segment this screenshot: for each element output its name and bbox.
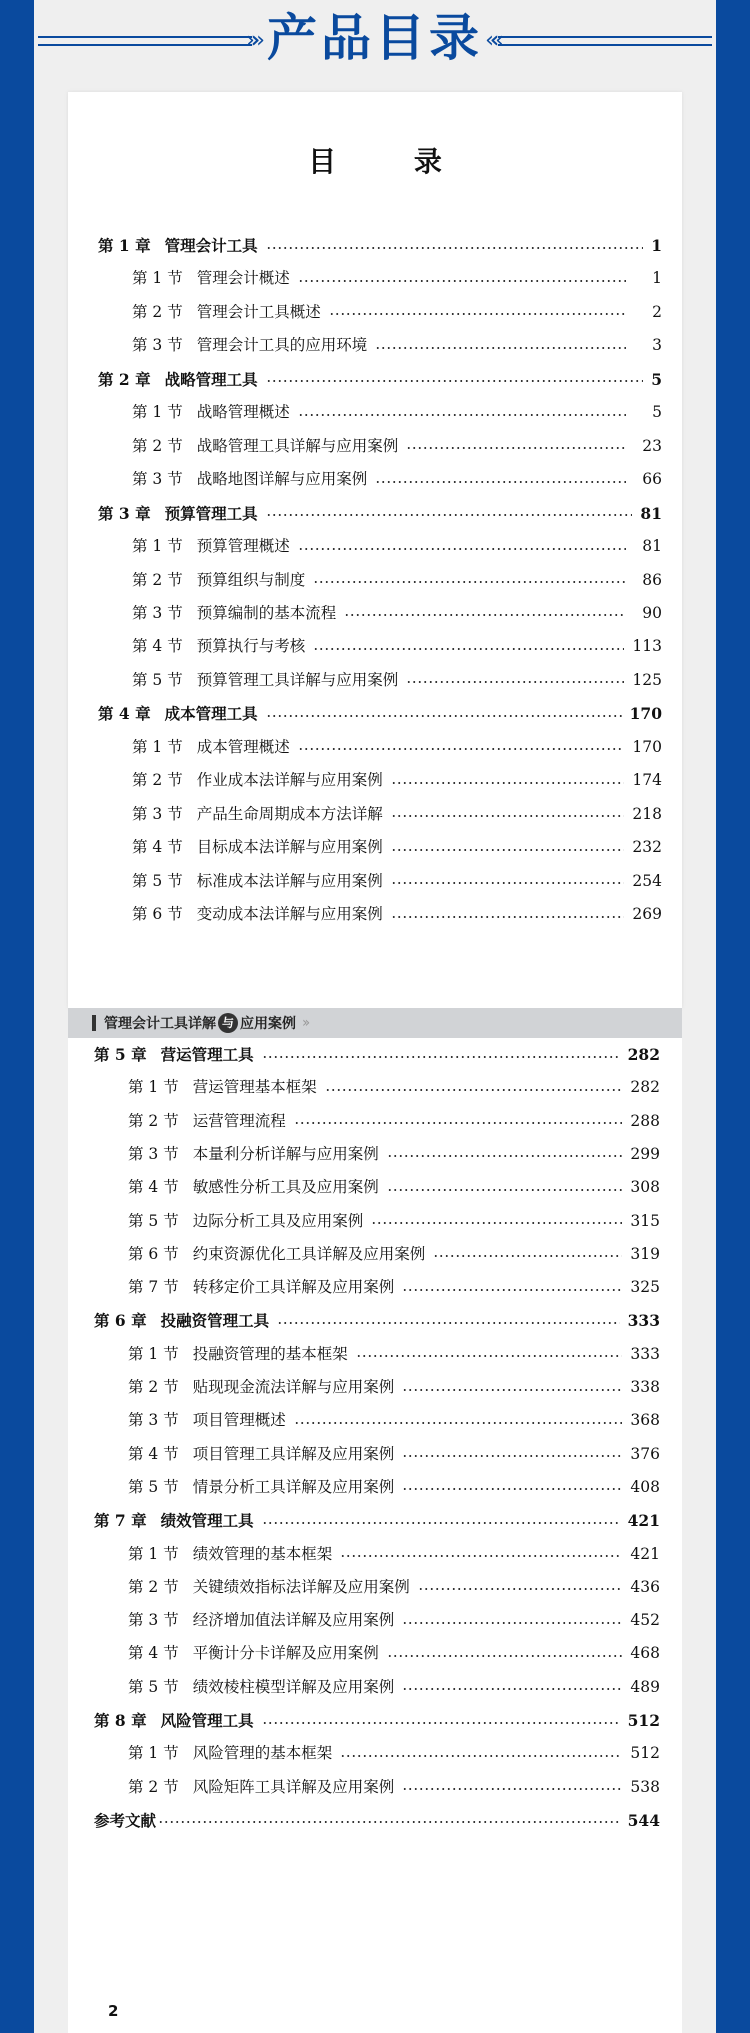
- toc-section-row: [128, 1604, 660, 1637]
- toc-dot-leader: [402, 1289, 622, 1291]
- toc-entry-number: 第 1 章: [98, 236, 151, 255]
- toc-page-number: 218: [632, 804, 662, 823]
- toc-entry-title: 成本管理概述: [196, 737, 290, 756]
- toc-entry-title: 预算组织与制度: [196, 570, 306, 589]
- toc-page-number: 315: [630, 1211, 660, 1230]
- toc-page-number: 125: [632, 670, 662, 689]
- toc-section-row: [128, 1105, 660, 1138]
- toc-section-row: [128, 1637, 660, 1670]
- toc-entry-title: 项目管理概述: [192, 1411, 286, 1430]
- toc-entry-title: 管理会计工具: [164, 236, 258, 255]
- toc-entry-title: 产品生命周期成本方法详解: [196, 804, 383, 823]
- toc-entry-title: 战略管理工具详解与应用案例: [196, 436, 399, 455]
- toc-page-number: 489: [630, 1677, 660, 1696]
- toc-entry-number: 第 1 节: [132, 403, 183, 422]
- toc-entry-number: 第 1 节: [128, 1744, 179, 1763]
- toc-entry-title: 关键绩效指标法详解及应用案例: [192, 1577, 410, 1596]
- toc-section-row: [132, 530, 662, 563]
- toc-chapter-row: [98, 497, 662, 530]
- toc-section-row: [132, 262, 662, 295]
- toc-dot-leader: [294, 1422, 623, 1424]
- toc-dot-leader: [391, 849, 625, 851]
- toc-section-row: [128, 1271, 660, 1304]
- toc-section-row: [128, 1071, 660, 1104]
- page-number: 2: [108, 2002, 119, 2020]
- toc-section-row: [128, 1205, 660, 1238]
- toc-page-1: [68, 92, 682, 1008]
- toc-chapter-row: [98, 229, 662, 262]
- toc-page-number: 113: [632, 637, 662, 656]
- toc-chapter-row: [94, 1804, 660, 1837]
- toc-entry-title: 风险矩阵工具详解及应用案例: [192, 1777, 395, 1796]
- toc-entry-title: 敏感性分析工具及应用案例: [192, 1178, 379, 1197]
- toc-heading: 目 录: [308, 145, 476, 178]
- toc-entry-number: 第 3 节: [132, 804, 183, 823]
- toc-entry-title: 投融资管理的基本框架: [192, 1344, 348, 1363]
- toc-page-number: 544: [627, 1810, 660, 1830]
- toc-entry-number: 第 4 节: [128, 1644, 179, 1663]
- toc-section-row: [132, 296, 662, 329]
- toc-page-number: 81: [642, 537, 662, 556]
- toc-entry-number: 参考文献: [94, 1810, 157, 1830]
- toc-entry-number: 第 2 节: [128, 1577, 179, 1596]
- toc-dot-leader: [262, 1722, 620, 1724]
- toc-dot-leader: [387, 1189, 623, 1191]
- toc-page-number: 538: [630, 1777, 660, 1796]
- toc-section-row: [128, 1338, 660, 1371]
- toc-entry-number: 第 5 节: [128, 1477, 179, 1496]
- toc-dot-leader: [402, 1688, 622, 1690]
- toc-dot-leader: [325, 1089, 623, 1091]
- toc-dot-leader: [313, 648, 624, 650]
- toc-entry-number: 第 3 节: [132, 470, 183, 489]
- toc-page-number: 269: [632, 905, 662, 923]
- toc-page-number: 232: [632, 838, 662, 857]
- toc-page-number: 325: [630, 1278, 660, 1297]
- toc-entry-number: 第 2 节: [132, 771, 183, 790]
- toc-section-row: [128, 1238, 660, 1271]
- toc-entry-number: 第 7 节: [128, 1278, 179, 1297]
- toc-page-number: 86: [642, 570, 662, 589]
- running-header: [68, 1008, 682, 1038]
- toc-entry-title: 预算管理工具详解与应用案例: [196, 670, 399, 689]
- toc-page-2: [68, 1008, 682, 2033]
- banner-arrow-right-icon: »»: [246, 28, 257, 53]
- chevron-right-icon: ››: [302, 1015, 308, 1031]
- toc-page-number: 90: [642, 603, 662, 622]
- toc-entry-number: 第 2 节: [128, 1378, 179, 1396]
- toc-entry-title: 管理会计工具的应用环境: [196, 336, 368, 355]
- toc-page-number: 1: [652, 269, 662, 288]
- toc-dot-leader: [266, 514, 633, 516]
- toc-page-number: 338: [630, 1378, 660, 1396]
- toc-section-row: [132, 630, 662, 663]
- toc-dot-leader: [262, 1522, 620, 1524]
- toc-entry-number: 第 8 章: [94, 1711, 147, 1730]
- toc-page-number: 452: [630, 1611, 660, 1630]
- toc-entry-title: 管理会计工具概述: [196, 302, 321, 321]
- toc-entry-number: 第 6 章: [94, 1311, 147, 1331]
- toc-section-row: [128, 1671, 660, 1704]
- toc-section-row: [128, 1571, 660, 1604]
- banner-title: 产品目录: [267, 9, 483, 67]
- toc-entry-number: 第 2 章: [98, 369, 151, 389]
- toc-dot-leader: [277, 1322, 620, 1324]
- toc-entry-title: 边际分析工具及应用案例: [192, 1211, 364, 1230]
- toc-page-number: 376: [630, 1444, 660, 1463]
- toc-entry-title: 变动成本法详解与应用案例: [196, 905, 383, 923]
- toc-page-number: 512: [627, 1711, 660, 1730]
- toc-page-number: 512: [630, 1744, 660, 1763]
- toc-page-number: 288: [630, 1111, 660, 1130]
- toc-page-number: 174: [632, 771, 662, 790]
- toc-section-row: [128, 1404, 660, 1437]
- toc-entry-title: 预算执行与考核: [196, 637, 306, 656]
- toc-page-number: 333: [627, 1311, 660, 1331]
- toc-section-row: [128, 1138, 660, 1171]
- toc-dot-leader: [375, 347, 626, 349]
- toc-entry-number: 第 1 节: [128, 1078, 179, 1097]
- running-header-circle: 与: [218, 1013, 238, 1033]
- toc-entry-number: 第 7 章: [94, 1511, 147, 1531]
- toc-dot-leader: [391, 882, 625, 884]
- toc-dot-leader: [313, 581, 626, 583]
- toc-chapter-row: [98, 697, 662, 730]
- toc-section-row: [132, 865, 662, 898]
- toc-dot-leader: [402, 1788, 622, 1790]
- toc-entry-number: 第 5 节: [132, 670, 183, 689]
- toc-entry-title: 作业成本法详解与应用案例: [196, 771, 383, 790]
- toc-page-number: 3: [652, 336, 662, 355]
- toc-page-number: 282: [630, 1078, 660, 1097]
- toc-entry-number: 第 2 节: [132, 436, 183, 455]
- toc-entry-title: 绩效管理的基本框架: [192, 1544, 333, 1563]
- toc-section-row: [132, 329, 662, 362]
- toc-section-row: [132, 764, 662, 797]
- toc-section-row: [128, 1737, 660, 1770]
- toc-entry-number: 第 6 节: [132, 905, 183, 923]
- toc-page-number: 170: [629, 704, 662, 724]
- toc-entry-title: 风险管理工具: [160, 1711, 254, 1730]
- toc-page-number: 81: [640, 503, 662, 523]
- toc-page-number: 2: [652, 302, 662, 321]
- toc-entry-number: 第 5 章: [94, 1045, 147, 1064]
- toc-entry-title: 绩效管理工具: [160, 1511, 254, 1531]
- toc-entry-title: 平衡计分卡详解及应用案例: [192, 1644, 379, 1663]
- toc-section-row: [132, 898, 662, 931]
- toc-page-number: 319: [630, 1244, 660, 1263]
- toc-entry-number: 第 5 节: [128, 1677, 179, 1696]
- toc-entry-title: 战略地图详解与应用案例: [196, 470, 368, 489]
- toc-dot-leader: [356, 1355, 623, 1357]
- toc-entry-number: 第 2 节: [132, 570, 183, 589]
- toc-page-number: 468: [630, 1644, 660, 1663]
- toc-section-row: [128, 1438, 660, 1471]
- toc-section-row: [128, 1471, 660, 1504]
- toc-entry-title: 营运管理工具: [160, 1045, 254, 1064]
- toc-entry-number: 第 4 节: [132, 838, 183, 857]
- toc-entry-number: 第 1 节: [132, 737, 183, 756]
- toc-section-row: [132, 798, 662, 831]
- toc-entry-number: 第 5 节: [132, 871, 183, 890]
- toc-entry-number: 第 1 节: [128, 1344, 179, 1363]
- toc-chapter-row: [94, 1304, 660, 1337]
- toc-section-row: [128, 1371, 660, 1404]
- toc-dot-leader: [406, 681, 624, 683]
- toc-chapter-row: [94, 1504, 660, 1537]
- toc-entry-title: 风险管理的基本框架: [192, 1744, 333, 1763]
- toc-entry-title: 情景分析工具详解及应用案例: [192, 1477, 395, 1496]
- toc-dot-leader: [158, 1821, 620, 1823]
- toc-entry-number: 第 4 节: [128, 1444, 179, 1463]
- toc-chapter-row: [94, 1704, 660, 1737]
- toc-section-row: [132, 731, 662, 764]
- toc-entry-title: 预算管理概述: [196, 537, 290, 556]
- toc-section-row: [132, 430, 662, 463]
- toc-page-number: 421: [627, 1511, 660, 1531]
- toc-section-row: [132, 597, 662, 630]
- toc-section-row: [128, 1771, 660, 1804]
- toc-dot-leader: [391, 782, 625, 784]
- toc-entry-title: 项目管理工具详解及应用案例: [192, 1444, 395, 1463]
- toc-dot-leader: [402, 1389, 622, 1391]
- catalog-banner: [34, 0, 716, 82]
- toc-page-number: 308: [630, 1178, 660, 1197]
- toc-dot-leader: [340, 1555, 622, 1557]
- toc-entry-number: 第 1 节: [128, 1544, 179, 1563]
- toc-entry-number: 第 4 章: [98, 704, 151, 724]
- toc-entry-number: 第 5 节: [128, 1211, 179, 1230]
- toc-entry-number: 第 4 节: [132, 637, 183, 656]
- toc-entry-title: 目标成本法详解与应用案例: [196, 838, 383, 857]
- toc-entry-number: 第 2 节: [128, 1111, 179, 1130]
- toc-entry-number: 第 3 节: [128, 1144, 179, 1163]
- toc-entry-number: 第 2 节: [128, 1777, 179, 1796]
- toc-dot-leader: [387, 1155, 623, 1157]
- toc-dot-leader: [402, 1488, 622, 1490]
- toc-entry-number: 第 3 章: [98, 503, 151, 523]
- toc-page-number: 66: [642, 470, 662, 489]
- toc-chapter-row: [94, 1038, 660, 1071]
- toc-section-row: [132, 831, 662, 864]
- running-header-bar: [92, 1015, 96, 1031]
- toc-page-number: 408: [630, 1477, 660, 1496]
- toc-section-row: [132, 463, 662, 496]
- toc-entry-title: 战略管理概述: [196, 403, 290, 422]
- toc-dot-leader: [375, 481, 626, 483]
- toc-section-row: [128, 1171, 660, 1204]
- toc-dot-leader: [266, 380, 644, 382]
- toc-page-number: 368: [630, 1411, 660, 1430]
- toc-dot-leader: [391, 815, 625, 817]
- toc-entry-title: 转移定价工具详解及应用案例: [192, 1278, 395, 1297]
- toc-entry-number: 第 2 节: [132, 302, 183, 321]
- toc-section-row: [132, 664, 662, 697]
- toc-entry-number: 第 3 节: [128, 1611, 179, 1630]
- toc-dot-leader: [340, 1755, 622, 1757]
- toc-entry-title: 标准成本法详解与应用案例: [196, 871, 383, 890]
- toc-entry-number: 第 3 节: [128, 1411, 179, 1430]
- toc-entry-title: 预算管理工具: [164, 503, 258, 523]
- toc-dot-leader: [344, 614, 626, 616]
- toc-section-row: [128, 1538, 660, 1571]
- toc-entry-title: 约束资源优化工具详解及应用案例: [192, 1244, 426, 1263]
- toc-page-number: 170: [632, 737, 662, 756]
- toc-dot-leader: [329, 313, 626, 315]
- toc-chapter-row: [98, 363, 662, 396]
- toc-dot-leader: [262, 1056, 620, 1058]
- toc-dot-leader: [298, 548, 626, 550]
- toc-entry-number: 第 4 节: [128, 1178, 179, 1197]
- toc-entry-title: 战略管理工具: [164, 369, 258, 389]
- toc-entry-title: 营运管理基本框架: [192, 1078, 317, 1097]
- toc-page-number: 282: [627, 1045, 660, 1064]
- toc-entry-title: 运营管理流程: [192, 1111, 286, 1130]
- banner-arrow-left-icon: ««: [485, 28, 496, 53]
- toc-entry-number: 第 1 节: [132, 269, 183, 288]
- toc-dot-leader: [402, 1622, 622, 1624]
- page-frame: [34, 0, 716, 2033]
- toc-entry-title: 本量利分析详解与应用案例: [192, 1144, 379, 1163]
- toc-entry-title: 投融资管理工具: [160, 1311, 270, 1331]
- toc-dot-leader: [371, 1222, 622, 1224]
- toc-entry-number: 第 6 节: [128, 1244, 179, 1263]
- toc-page-number: 5: [652, 403, 662, 422]
- running-header-left: 管理会计工具详解: [104, 1016, 216, 1032]
- toc-entry-number: 第 3 节: [132, 603, 183, 622]
- toc-dot-leader: [266, 715, 622, 717]
- toc-dot-leader: [387, 1655, 623, 1657]
- toc-page-number: 23: [642, 436, 662, 455]
- toc-dot-leader: [402, 1455, 622, 1457]
- toc-entry-title: 经济增加值法详解及应用案例: [192, 1611, 395, 1630]
- toc-page-number: 299: [630, 1144, 660, 1163]
- toc-page-number: 5: [651, 369, 662, 389]
- toc-dot-leader: [391, 916, 625, 918]
- toc-entry-number: 第 1 节: [132, 537, 183, 556]
- toc-section-row: [132, 564, 662, 597]
- toc-entry-title: 成本管理工具: [164, 704, 258, 724]
- toc-dot-leader: [298, 414, 626, 416]
- toc-page-number: 1: [651, 236, 662, 255]
- toc-dot-leader: [294, 1122, 623, 1124]
- toc-entry-title: 预算编制的基本流程: [196, 603, 337, 622]
- toc-section-row: [132, 396, 662, 429]
- toc-page-number: 333: [630, 1344, 660, 1363]
- toc-entry-title: 绩效棱柱模型详解及应用案例: [192, 1677, 395, 1696]
- toc-page-number: 421: [630, 1544, 660, 1563]
- toc-dot-leader: [406, 447, 626, 449]
- banner-rule-right: [498, 36, 712, 46]
- toc-entry-title: 贴现现金流法详解与应用案例: [192, 1378, 395, 1396]
- toc-dot-leader: [433, 1255, 622, 1257]
- toc-page-number: 254: [632, 871, 662, 890]
- toc-dot-leader: [298, 280, 626, 282]
- running-header-right: 应用案例: [240, 1016, 296, 1032]
- toc-entry-title: 管理会计概述: [196, 269, 290, 288]
- toc-dot-leader: [266, 247, 644, 249]
- toc-entry-number: 第 3 节: [132, 336, 183, 355]
- toc-page-number: 436: [630, 1577, 660, 1596]
- toc-dot-leader: [418, 1588, 623, 1590]
- toc-dot-leader: [298, 748, 625, 750]
